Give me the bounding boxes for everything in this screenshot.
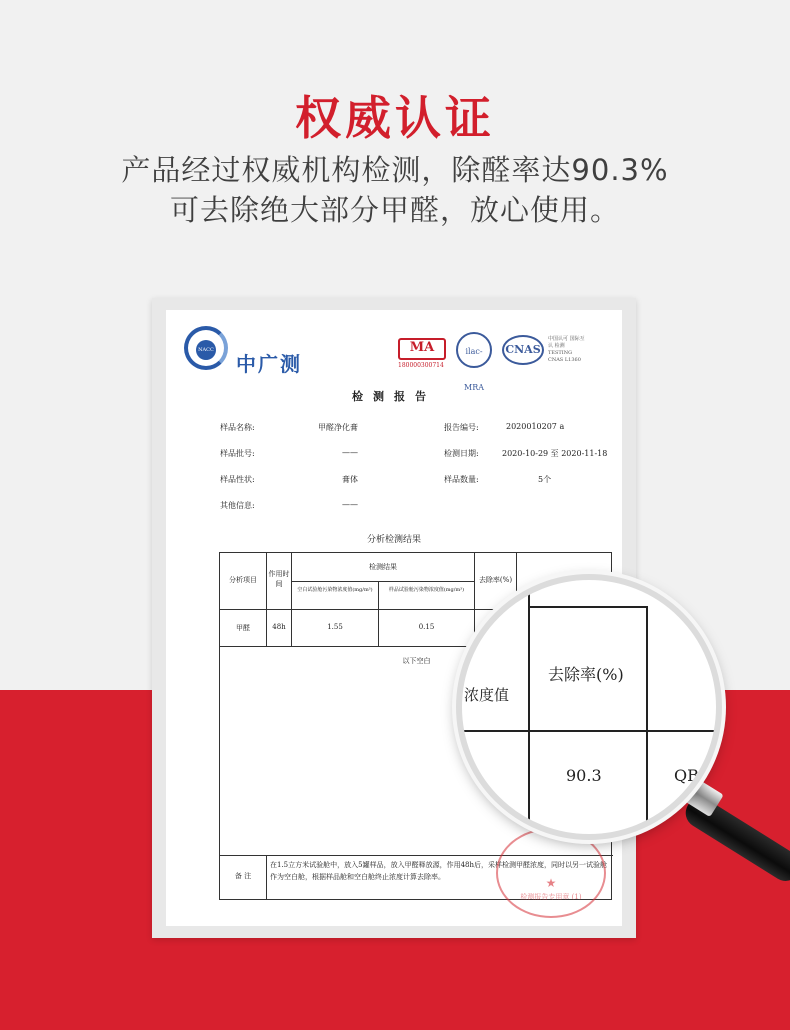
magnified-concentration-text: 浓度值	[464, 686, 510, 704]
cma-number: 180000300714	[398, 362, 444, 369]
stamp-star-icon: ★	[545, 876, 557, 890]
remarks-text: 在1.5立方米试验舱中，放入5罐样品，放入甲醛释放源，作用48h后，采样检测甲醛浓度，同时以另一试验舱作为空白舱，根据样品舱和空白舱终止浓度计算去除率。	[270, 861, 608, 881]
sample-name-value: 甲醛净化膏	[318, 423, 358, 432]
col-rate-header: 去除率(%)	[478, 576, 513, 584]
cnas-cert-icon: CNAS	[502, 335, 544, 365]
cma-cert-icon: MA	[398, 338, 446, 360]
row-blank-value: 1.55	[327, 623, 343, 631]
date-label: 检测日期:	[444, 449, 479, 458]
row-sample-value: 0.15	[418, 623, 435, 631]
report-title: 检测报告	[352, 390, 436, 403]
col-result-header: 检测结果	[369, 563, 397, 571]
qty-value: 5个	[538, 475, 552, 484]
page-title: 权威认证	[295, 91, 495, 145]
other-label: 其他信息:	[220, 501, 255, 510]
magnifier-lens	[456, 574, 722, 840]
row-time: 48h	[272, 623, 286, 631]
form-value: 膏体	[342, 475, 358, 484]
ilac-cert-icon: ilac-MRA	[456, 332, 492, 368]
cnas-side-text: 中国认可 国际互认 检测 TESTING CNAS L1360	[548, 336, 585, 363]
subtitle-line-2: 可去除绝大部分甲醛，放心使用。	[169, 193, 620, 227]
col-item-header: 分析项目	[229, 576, 257, 584]
subtitle-line-1: 产品经过权威机构检测，除醛率达90.3%	[121, 153, 669, 187]
row-item: 甲醛	[236, 624, 250, 632]
remarks-label: 备 注	[234, 872, 252, 880]
col-sample-header: 样品试验舱污染物浓度值(mg/m³)	[388, 587, 465, 593]
red-stamp	[496, 828, 606, 918]
logo-badge: NACC	[196, 340, 216, 360]
logo-text: 中广测	[236, 352, 302, 376]
batch-label: 样品批号:	[220, 449, 255, 458]
magnified-rate-header: 去除率(%)	[548, 665, 624, 684]
report-no-value: 2020010207 a	[506, 422, 565, 431]
magnified-rate-value: 90.3	[566, 766, 602, 785]
date-value: 2020-10-29 至 2020-11-18	[502, 449, 608, 458]
magnified-method-text: QB	[674, 766, 699, 785]
stamp-text: 检测报告专用章 (1)	[520, 893, 582, 901]
sample-name-label: 样品名称:	[220, 423, 255, 432]
col-time-header: 作用时间	[268, 570, 290, 588]
other-value: ——	[342, 500, 358, 509]
qty-label: 样品数量:	[444, 475, 479, 484]
results-title: 分析检测结果	[366, 535, 421, 545]
batch-value: ——	[342, 448, 358, 457]
form-label: 样品性状:	[220, 475, 255, 484]
blank-note: 以下空白	[402, 657, 431, 665]
report-no-label: 报告编号:	[444, 423, 479, 432]
col-blank-header: 空白试验舱污染物浓度值(mg/m³)	[297, 587, 373, 593]
